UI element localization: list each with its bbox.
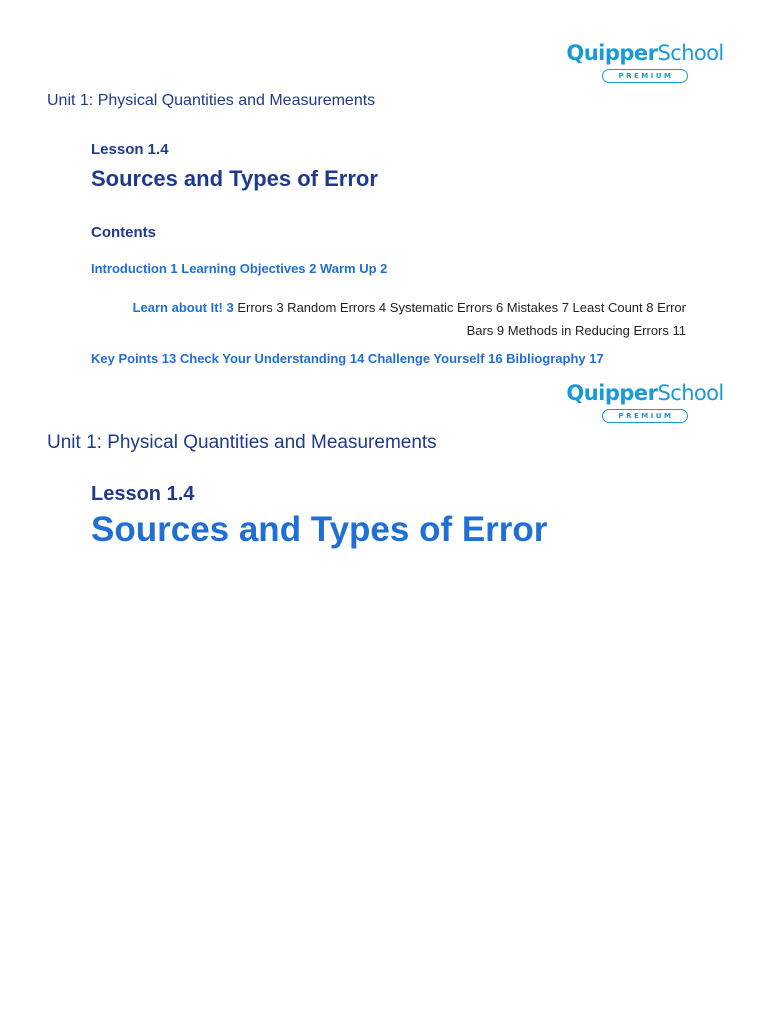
logo-school-text: School	[657, 41, 724, 65]
unit-heading-large: Unit 1: Physical Quantities and Measurements	[47, 432, 437, 453]
quipper-school-logo	[566, 41, 724, 83]
toc-line-learn-about-it[interactable]	[115, 296, 686, 342]
logo-quipper-text: Quipper	[566, 381, 658, 405]
contents-heading: Contents	[91, 224, 156, 241]
logo-quipper-text: Quipper	[566, 41, 658, 65]
toc-line-intro[interactable]: Introduction 1 Learning Objectives 2 Warm Up 2	[91, 261, 388, 276]
toc-learn-about-it-link[interactable]: Learn about It! 3	[132, 300, 234, 315]
logo-school-text: School	[657, 381, 724, 405]
lesson-number-large: Lesson 1.4	[91, 483, 195, 505]
premium-badge: PREMIUM	[602, 69, 688, 83]
unit-heading: Unit 1: Physical Quantities and Measurements	[47, 92, 376, 109]
premium-badge: PREMIUM	[602, 409, 688, 423]
toc-subsections[interactable]: Errors 3 Random Errors 4 Systematic Errors 6 Mistakes 7 Least Count 8 Error Bars 9 Methods in Reducing Errors 11	[237, 300, 686, 338]
toc-line-key-points[interactable]: Key Points 13 Check Your Understanding 14 Challenge Yourself 16 Bibliography 17	[91, 351, 604, 366]
quipper-school-logo-2	[566, 381, 724, 423]
lesson-title-large: Sources and Types of Error	[91, 510, 548, 549]
lesson-title: Sources and Types of Error	[91, 166, 378, 191]
lesson-number: Lesson 1.4	[91, 141, 169, 158]
